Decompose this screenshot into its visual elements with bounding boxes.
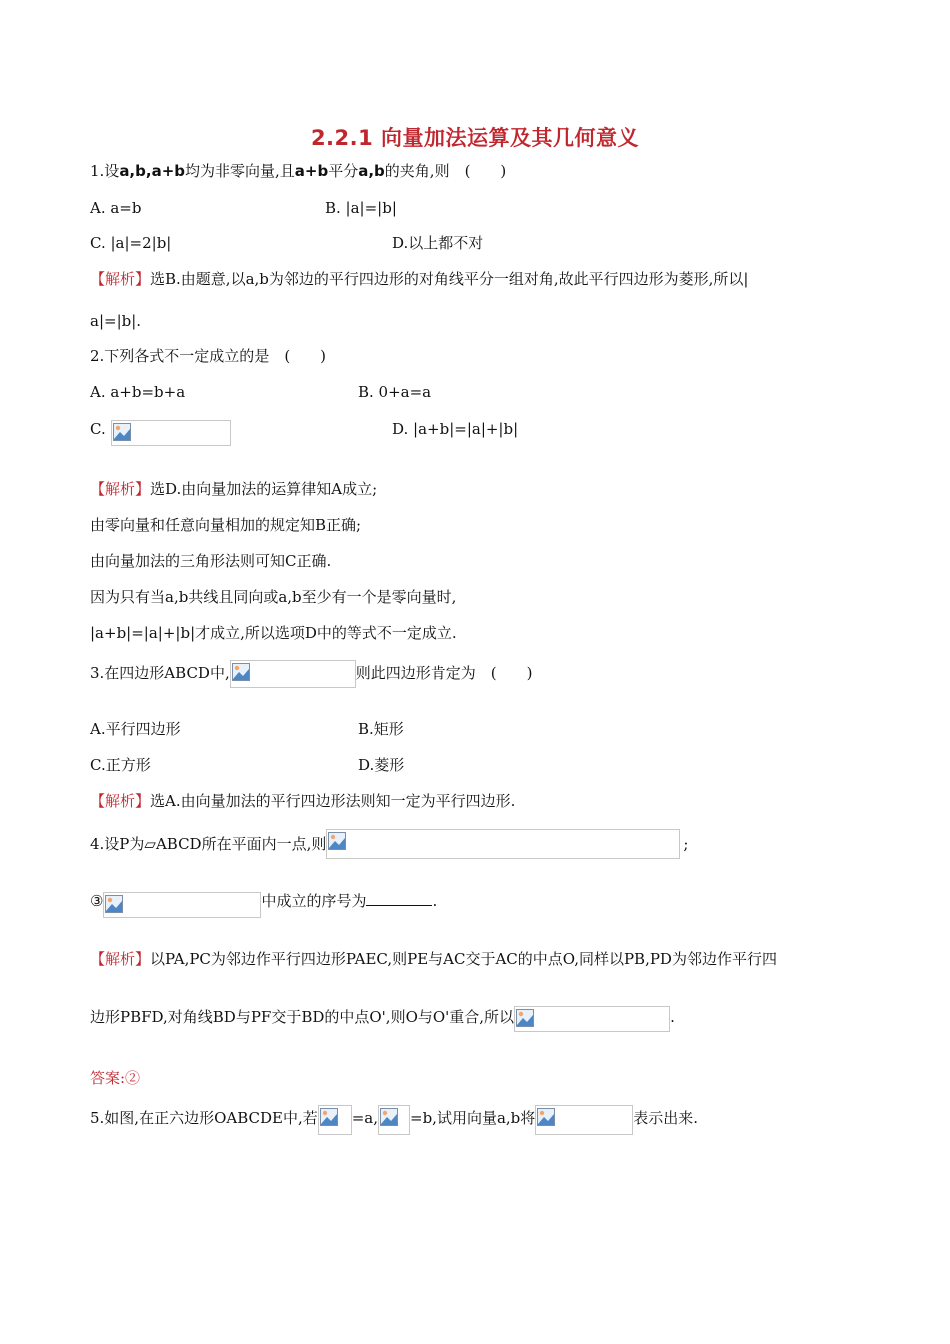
answer-blank	[366, 889, 432, 906]
formula-image	[318, 1105, 352, 1135]
q3-option-d: D.菱形	[358, 756, 405, 774]
broken-image-icon	[105, 895, 123, 913]
q3-option-b: B.矩形	[358, 720, 404, 738]
q2-option-c: C.	[90, 418, 231, 446]
formula-image	[103, 892, 261, 918]
q4-stem-line2: ③ 中成立的序号为 .	[90, 889, 437, 918]
analysis-tag: 【解析】	[90, 950, 151, 968]
q2-option-a: A. a+b=b+a	[90, 383, 186, 401]
broken-image-icon	[232, 663, 250, 681]
formula-image	[230, 660, 356, 688]
q3-option-a: A.平行四边形	[90, 720, 181, 738]
formula-image	[378, 1105, 410, 1135]
q2-analysis-line2: 由零向量和任意向量相加的规定知B正确;	[90, 516, 362, 534]
broken-image-icon	[328, 832, 346, 850]
formula-image	[111, 420, 231, 446]
analysis-tag: 【解析】	[90, 270, 151, 288]
q3-option-c: C.正方形	[90, 756, 151, 774]
broken-image-icon	[380, 1108, 398, 1126]
q5-stem: 5.如图,在正六边形OABCDE中,若 =a, =b,试用向量a,b将 表示出来.	[90, 1105, 698, 1135]
q1-analysis: 【解析】选B.由题意,以a,b为邻边的平行四边形的对角线平分一组对角,故此平行四边形为菱形,所以|	[90, 270, 749, 288]
q2-analysis: 【解析】选D.由向量加法的运算律知A成立;	[90, 480, 378, 498]
broken-image-icon	[320, 1108, 338, 1126]
q4-answer: 答案:②	[90, 1069, 141, 1087]
analysis-tag: 【解析】	[90, 792, 151, 810]
q1-option-d: D.以上都不对	[392, 234, 484, 252]
q1-analysis-cont: a|=|b|.	[90, 312, 142, 330]
q2-analysis-line4: 因为只有当a,b共线且同向或a,b至少有一个是零向量时,	[90, 588, 457, 606]
q1-option-c: C. |a|=2|b|	[90, 234, 172, 252]
q2-analysis-line3: 由向量加法的三角形法则可知C正确.	[90, 552, 332, 570]
q1-stem: 1.设a,b,a+b均为非零向量,且a+b平分a,b的夹角,则 ( )	[90, 162, 507, 180]
q4-analysis: 【解析】以PA,PC为邻边作平行四边形PAEC,则PE与AC交于AC的中点O,同样以PB,PD为邻边作平行四	[90, 950, 777, 968]
q4-stem: 4.设P为▱ABCD所在平面内一点,则 ;	[90, 829, 688, 859]
q3-stem: 3.在四边形ABCD中, 则此四边形肯定为 ( )	[90, 660, 532, 688]
q2-option-d: D. |a+b|=|a|+|b|	[392, 420, 519, 438]
formula-image	[535, 1105, 633, 1135]
q2-analysis-line5: |a+b|=|a|+|b|才成立,所以选项D中的等式不一定成立.	[90, 624, 457, 642]
q2-stem: 2.下列各式不一定成立的是 ( )	[90, 347, 327, 365]
formula-image	[326, 829, 680, 859]
page-title: 2.2.1 向量加法运算及其几何意义	[310, 126, 640, 150]
q4-analysis-line2: 边形PBFD,对角线BD与PF交于BD的中点O',则O与O'重合,所以 .	[90, 1006, 675, 1032]
q3-analysis: 【解析】选A.由向量加法的平行四边形法则知一定为平行四边形.	[90, 792, 516, 810]
formula-image	[514, 1006, 670, 1032]
broken-image-icon	[113, 423, 131, 441]
broken-image-icon	[516, 1009, 534, 1027]
q1-option-a: A. a=b	[90, 199, 142, 217]
broken-image-icon	[537, 1108, 555, 1126]
q1-option-b: B. |a|=|b|	[325, 199, 397, 217]
analysis-tag: 【解析】	[90, 480, 151, 498]
q2-option-b: B. 0+a=a	[358, 383, 432, 401]
